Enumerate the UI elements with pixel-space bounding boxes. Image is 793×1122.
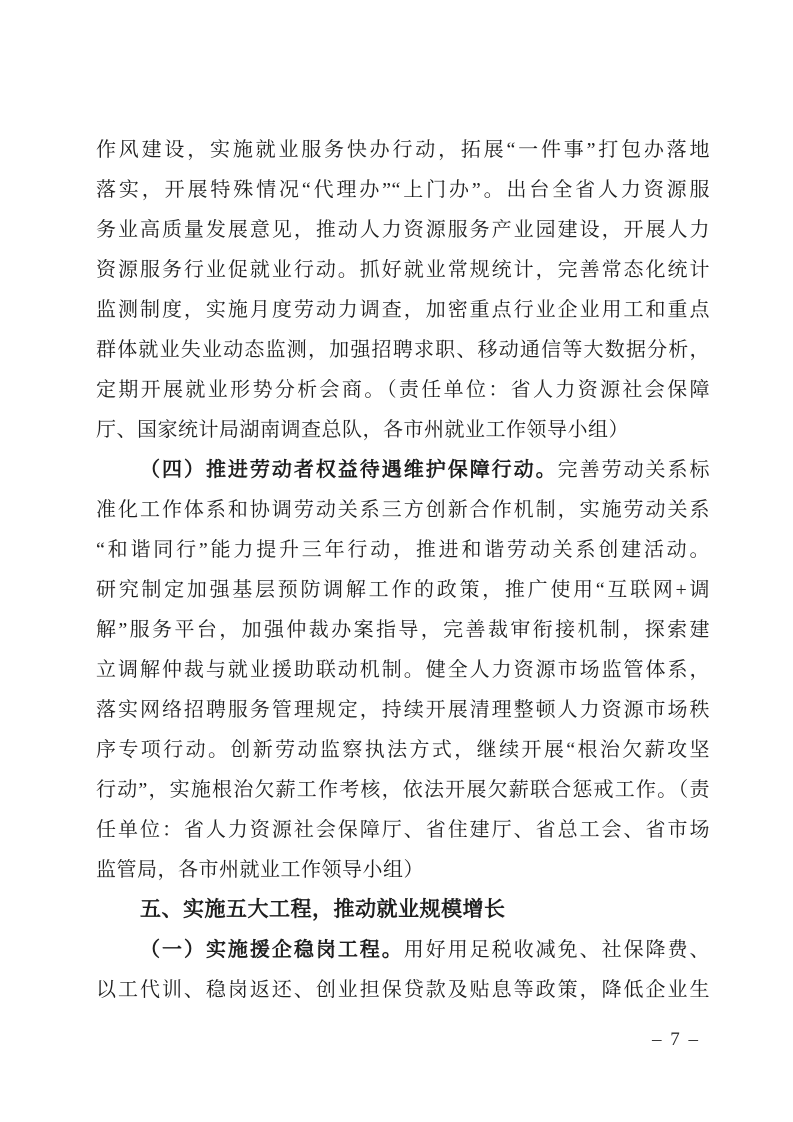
text-line [96, 930, 710, 970]
text-line [96, 410, 710, 450]
text-segment: 五、实施五大工程，推动就业规模增长 [140, 898, 506, 921]
text-line [96, 290, 710, 330]
text-line [96, 970, 710, 1010]
text-segment: 落实网络招聘服务管理规定，持续开展清理整顿人力资源市场秩 [96, 699, 710, 721]
text-line [96, 610, 710, 650]
text-segment: 用好用足税收减免、社保降费、 [403, 939, 711, 961]
text-line [96, 450, 710, 490]
text-segment: 以工代训、稳岗返还、创业担保贷款及贴息等政策，降低企业生 [96, 979, 710, 1001]
text-segment: “和谐同行”能力提升三年行动，推进和谐劳动关系创建活动。 [96, 539, 710, 561]
text-line [96, 530, 710, 570]
text-line [96, 250, 710, 290]
text-segment: 资源服务行业促就业行动。抓好就业常规统计，完善常态化统计 [96, 259, 710, 281]
text-segment: 落实，开展特殊情况“代理办”“上门办”。出台全省人力资源服 [96, 179, 710, 201]
text-line [96, 370, 710, 410]
text-segment: 研究制定加强基层预防调解工作的政策，推广使用“互联网+调 [96, 579, 710, 601]
document-body [96, 130, 710, 1010]
text-line [96, 850, 710, 890]
text-segment: 任单位：省人力资源社会保障厅、省住建厅、省总工会、省市场 [96, 819, 710, 841]
text-segment: 监管局，各市州就业工作领导小组） [96, 859, 424, 881]
page-number: – 7 – [652, 1029, 700, 1050]
text-segment: 完善劳动关系标 [557, 459, 711, 481]
section-heading [96, 890, 710, 930]
text-segment: 群体就业失业动态监测，加强招聘求职、移动通信等大数据分析， [96, 339, 710, 361]
text-segment: （四）推进劳动者权益待遇维护保障行动。 [140, 459, 558, 481]
text-line [96, 330, 710, 370]
text-segment: 厅、国家统计局湖南调查总队，各市州就业工作领导小组） [96, 419, 629, 441]
text-segment: 解”服务平台，加强仲裁办案指导，完善裁审衔接机制，探索建 [96, 619, 710, 641]
text-segment: 立调解仲裁与就业援助联动机制。健全人力资源市场监管体系， [96, 659, 710, 681]
text-line [96, 810, 710, 850]
text-line [96, 730, 710, 770]
text-line [96, 130, 710, 170]
text-segment: 行动”，实施根治欠薪工作考核，依法开展欠薪联合惩戒工作。（责 [96, 779, 710, 801]
text-line [96, 770, 710, 810]
text-segment: 准化工作体系和协调劳动关系三方创新合作机制，实施劳动关系 [96, 499, 710, 521]
text-line [96, 210, 710, 250]
text-segment: 务业高质量发展意见，推动人力资源服务产业园建设，开展人力 [96, 219, 710, 241]
text-line [96, 490, 710, 530]
text-line [96, 690, 710, 730]
text-line [96, 570, 710, 610]
text-line [96, 170, 710, 210]
text-segment: （一）实施援企稳岗工程。 [140, 939, 404, 961]
text-segment: 定期开展就业形势分析会商。（责任单位：省人力资源社会保障 [96, 379, 710, 401]
text-segment: 监测制度，实施月度劳动力调查，加密重点行业企业用工和重点 [96, 299, 710, 321]
text-line [96, 650, 710, 690]
text-segment: 作风建设，实施就业服务快办行动，拓展“一件事”打包办落地 [96, 139, 710, 161]
text-segment: 序专项行动。创新劳动监察执法方式，继续开展“根治欠薪攻坚 [96, 739, 710, 761]
